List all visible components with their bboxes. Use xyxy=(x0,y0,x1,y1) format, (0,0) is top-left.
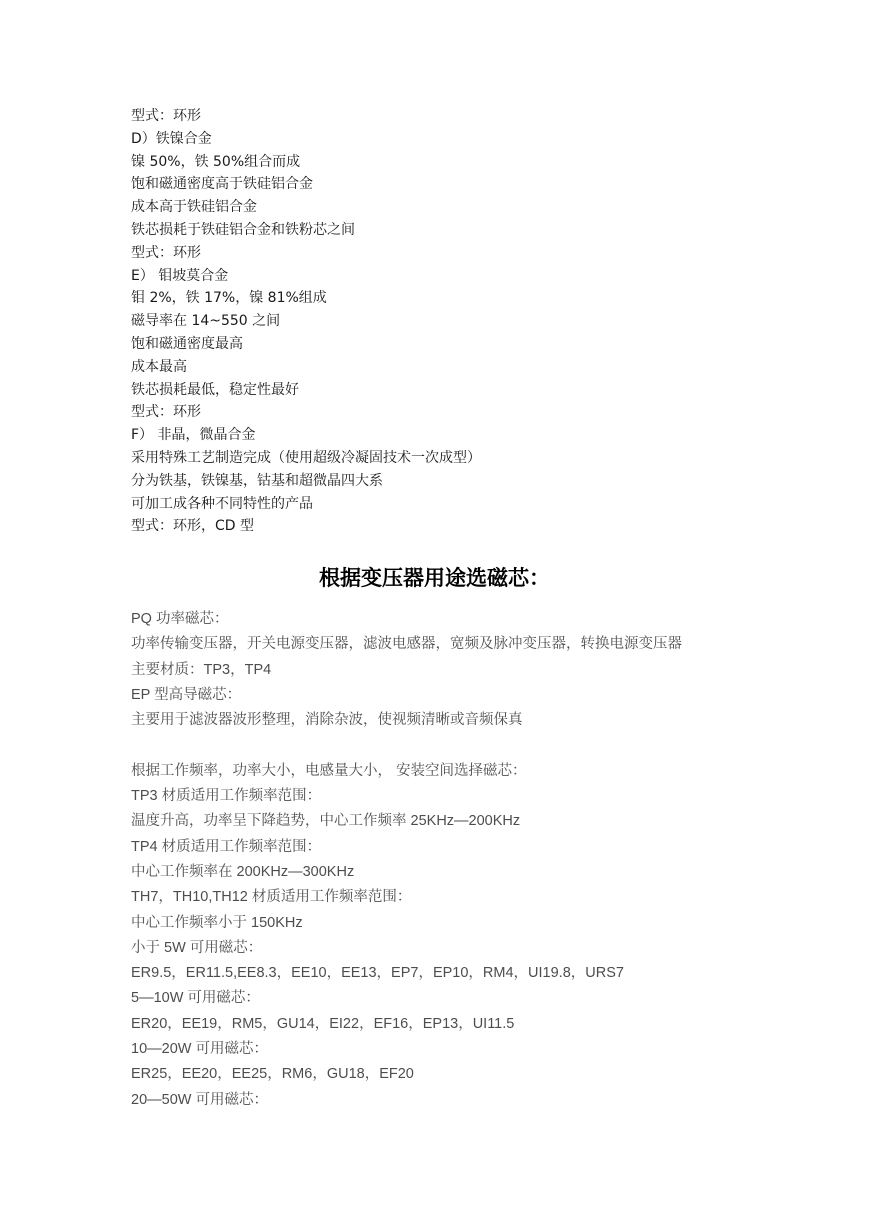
usage-line: ER25，EE20，EE25，RM6，GU18，EF20 xyxy=(131,1066,414,1083)
material-line: D）铁镍合金 xyxy=(131,130,212,147)
usage-line: ER9.5，ER11.5,EE8.3，EE10，EE13，EP7，EP10，RM4，UI19.8，URS7 xyxy=(131,965,624,982)
usage-line: 20—50W 可用磁芯： xyxy=(131,1091,268,1108)
usage-line: 主要用于滤波器波形整理，消除杂波，使视频清晰或音频保真 xyxy=(131,712,523,729)
usage-line: TH7，TH10,TH12 材质适用工作频率范围： xyxy=(131,889,412,906)
usage-line: 温度升高，功率呈下降趋势，中心工作频率 25KHz—200KHz xyxy=(131,813,521,830)
material-line: 成本高于铁硅铝合金 xyxy=(131,199,257,216)
material-line: F） 非晶，微晶合金 xyxy=(131,427,256,444)
usage-line: 功率传输变压器，开关电源变压器，滤波电感器，宽频及脉冲变压器，转换电源变压器 xyxy=(131,636,682,653)
usage-line: TP4 材质适用工作频率范围： xyxy=(131,838,322,855)
material-line: E） 钼坡莫合金 xyxy=(131,267,229,284)
material-line: 分为铁基，铁镍基，钴基和超微晶四大系 xyxy=(131,472,383,489)
material-line: 饱和磁通密度高于铁硅铝合金 xyxy=(131,176,313,193)
usage-list xyxy=(131,607,851,1113)
material-line: 型式：环形 xyxy=(131,404,201,421)
blank-line xyxy=(131,733,851,758)
material-list xyxy=(131,105,831,538)
material-line: 镍 50%，铁 50%组合而成 xyxy=(131,153,301,170)
usage-line: 5—10W 可用磁芯： xyxy=(131,990,260,1007)
material-line: 磁导率在 14~550 之间 xyxy=(131,313,281,330)
usage-line: 中心工作频率在 200KHz—300KHz xyxy=(131,863,355,880)
usage-line: TP3 材质适用工作频率范围： xyxy=(131,788,322,805)
usage-line: 10—20W 可用磁芯： xyxy=(131,1041,268,1058)
material-line: 饱和磁通密度最高 xyxy=(131,335,243,352)
usage-line: ER20，EE19，RM5，GU14，EI22，EF16，EP13，UI11.5 xyxy=(131,1015,515,1032)
material-line: 成本最高 xyxy=(131,358,187,375)
usage-line: 主要材质：TP3，TP4 xyxy=(131,661,272,678)
material-line: 型式：环形 xyxy=(131,108,201,124)
material-line: 钼 2%，铁 17%，镍 81%组成 xyxy=(131,290,327,307)
usage-line: 中心工作频率小于 150KHz xyxy=(131,914,303,931)
material-line: 铁芯损耗最低，稳定性最好 xyxy=(131,381,299,398)
material-line: 可加工成各种不同特性的产品 xyxy=(131,495,313,512)
material-line: 采用特殊工艺制造完成（使用超级冷凝固技术一次成型） xyxy=(131,449,481,466)
material-line: 型式：环形，CD 型 xyxy=(131,518,255,535)
usage-line: EP 型高导磁芯： xyxy=(131,686,242,703)
usage-line: 小于 5W 可用磁芯： xyxy=(131,939,263,956)
usage-line: PQ 功率磁芯： xyxy=(131,611,229,627)
material-line: 型式：环形 xyxy=(131,244,201,261)
material-line: 铁芯损耗于铁硅铝合金和铁粉芯之间 xyxy=(131,221,355,238)
section-heading: 根据变压器用途选磁芯： xyxy=(319,566,550,590)
usage-line: 根据工作频率，功率大小，电感量大小， 安装空间选择磁芯： xyxy=(131,762,527,779)
